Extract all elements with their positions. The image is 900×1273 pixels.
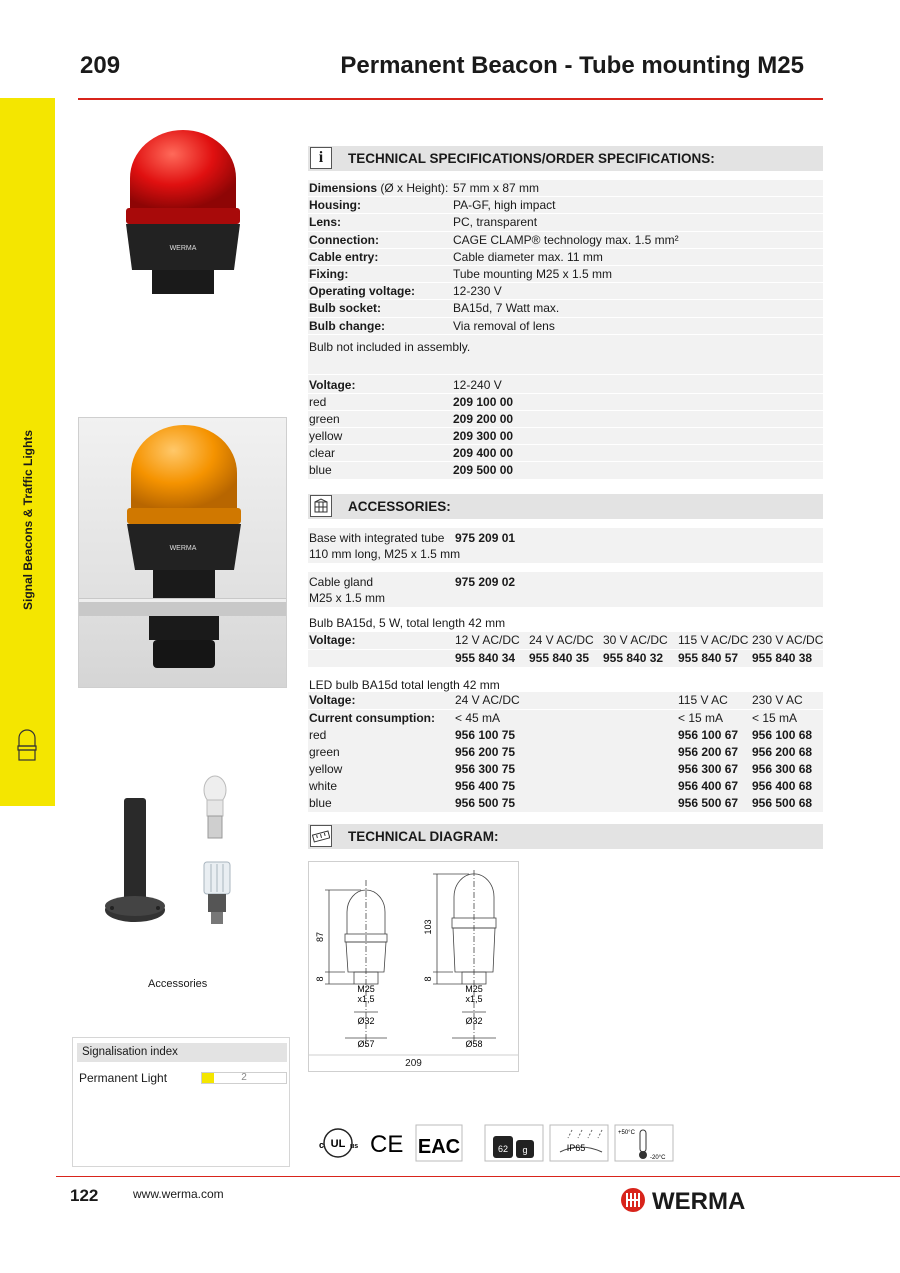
accessory-desc: M25 x 1.5 mm [309,591,386,605]
color-name: blue [309,463,332,478]
bulb-code: 955 840 38 [752,651,813,665]
bulb-voltage-label: Voltage: [309,633,356,647]
ul-mark-icon [319,1129,358,1157]
spec-row [308,197,823,214]
bulb-voltage: 24 V AC/DC [529,633,594,647]
led-title: LED bulb BA15d total length 42 mm [309,678,500,692]
led-voltage-row [308,692,823,709]
spec-value: BA15d, 7 Watt max. [453,301,560,316]
spec-value: Via removal of lens [453,318,555,333]
dim-d1-left: Ø32 [357,1016,375,1026]
spec-value: 12-230 V [453,284,502,299]
dim-d1-right: Ø32 [465,1016,483,1026]
signalisation-bar [201,1072,287,1084]
voltage-row [308,375,823,394]
color-name: clear [309,446,336,461]
order-code: 209 300 00 [453,429,514,444]
led-current-label: Current consumption: [309,711,435,725]
beacon-logo: WERMA [169,545,197,552]
spec-value: Cable diameter max. 11 mm [453,249,603,264]
led-color: blue [309,796,332,810]
ip-text: IP65 [566,1143,586,1153]
spec-label: Bulb socket: [309,301,382,316]
ip-rating-icon [550,1125,608,1161]
page-title: Permanent Beacon - Tube mounting M25 [340,52,804,79]
footer-divider [56,1176,900,1177]
order-code: 209 200 00 [453,411,514,426]
color-row [308,445,823,462]
ul-us: us [350,1143,359,1150]
ruler-icon [310,825,332,847]
color-row [308,428,823,445]
weight-unit: g [522,1145,528,1155]
dim-thread-right: M25 [465,984,483,994]
spec-label: Bulb change: [309,318,386,333]
spec-value: CAGE CLAMP® technology max. 1.5 mm² [453,232,679,247]
accessory-item [308,572,823,607]
header-divider [78,98,823,100]
led-code: 956 300 67 [678,762,739,776]
led-code: 956 200 68 [752,745,813,759]
ul-c: c [319,1140,325,1150]
spec-row [308,318,823,335]
page-number: 122 [70,1186,99,1205]
dim-height-right: 103 [423,919,433,935]
led-code: 956 200 67 [678,745,739,759]
led-code: 956 200 75 [455,745,516,759]
order-code: 209 400 00 [453,446,514,461]
spec-label: Housing: [309,198,361,213]
led-current-row [308,710,823,727]
led-code: 956 100 68 [752,728,813,742]
bulb-code: 955 840 35 [529,651,590,665]
led-color: white [309,779,338,793]
led-code: 956 400 68 [752,779,813,793]
bulb-voltage: 115 V AC/DC [678,633,749,647]
led-code: 956 400 67 [678,779,739,793]
spec-label: Dimensions [309,181,378,195]
tech-spec-title: TECHNICAL SPECIFICATIONS/ORDER SPECIFICATIONS: [348,151,715,166]
led-current: < 15 mA [678,711,724,725]
spec-row [308,266,823,283]
led-voltage-label: Voltage: [309,693,356,707]
signalisation-index [72,1037,290,1167]
spec-row [308,214,823,231]
color-name: green [309,411,340,426]
temp-low: -20°C [650,1155,666,1161]
led-code: 956 500 67 [678,796,739,810]
accessories-title: ACCESSORIES: [348,499,451,514]
diagram-header [308,824,823,849]
bulb-voltage-row [308,632,823,649]
dim-gap-right: 8 [423,976,433,982]
bulb-voltage: 230 V AC/DC [752,633,824,647]
werma-logo [620,1184,820,1223]
spec-row [308,283,823,300]
bulb-code: 955 840 34 [455,651,516,665]
order-code: 209 500 00 [453,463,514,478]
led-current: < 15 mA [752,711,798,725]
led-code: 956 500 68 [752,796,813,810]
led-color-row [308,744,823,761]
eac-text: EAC [417,1136,461,1158]
box-icon [310,495,332,517]
led-color: red [309,728,327,742]
color-row [308,394,823,411]
led-color: yellow [309,762,343,776]
spec-value: Tube mounting M25 x 1.5 mm [453,266,612,281]
spec-label: Lens: [309,215,342,230]
spec-label: Connection: [309,232,379,247]
beacon-icon [16,726,38,767]
spec-row [308,180,823,197]
accessory-code: 975 209 01 [455,531,516,545]
bulb-code: 955 840 32 [603,651,664,665]
bulb-code-row [308,650,823,667]
voltage-value: 12-240 V [453,377,502,392]
diagram-caption: 209 [405,1058,422,1069]
led-color-row [308,795,823,812]
side-tab-label: Signal Beacons & Traffic Lights [21,429,35,611]
website-link[interactable]: www.werma.com [133,1187,224,1201]
accessory-desc: Base with integrated tube [309,531,445,545]
weight-icon [485,1125,543,1161]
led-code: 956 300 68 [752,762,813,776]
beacon-logo: WERMA [169,245,197,252]
signalisation-label: Permanent Light [79,1071,168,1085]
led-voltage: 115 V AC [678,693,728,707]
dim-d2-right: Ø58 [465,1039,483,1049]
spec-value: PA-GF, high impact [453,198,556,213]
color-row [308,411,823,428]
led-voltage: 230 V AC [752,693,803,707]
accessory-desc: 110 mm long, M25 x 1.5 mm [309,547,461,561]
info-icon: i [310,147,332,169]
spec-label: Fixing: [309,266,349,281]
tech-spec-header [308,146,823,171]
color-row [308,462,823,479]
yellow-beacon-photo [78,417,287,688]
dim-d2-left: Ø57 [357,1039,375,1049]
accessories-header [308,494,823,519]
led-code: 956 400 75 [455,779,516,793]
color-name: yellow [309,429,343,444]
spec-label-suffix: (Ø x Height): [377,181,449,195]
signalisation-title: Signalisation index [77,1043,287,1062]
bulb-title: Bulb BA15d, 5 W, total length 42 mm [309,616,506,630]
weight-value: 62 [497,1144,509,1154]
certifications [310,1122,680,1169]
spec-row [308,300,823,317]
led-color-row [308,761,823,778]
spec-value: 57 mm x 87 mm [453,181,540,195]
voltage-label: Voltage: [309,377,356,392]
order-code: 209 100 00 [453,394,514,409]
led-code: 956 100 75 [455,728,516,742]
eac-mark-icon [416,1125,462,1161]
spec-row [308,249,823,266]
spec-label: Cable entry: [309,249,379,264]
dim-thread-pitch-left: x1,5 [357,994,375,1004]
temperature-icon [615,1125,673,1161]
spec-label: Operating voltage: [309,284,416,299]
led-color-row [308,727,823,744]
led-current: < 45 mA [455,711,501,725]
accessory-item [308,528,823,563]
product-number: 209 [80,52,121,79]
accessories-image [100,770,260,945]
dim-thread-left: M25 [357,984,375,994]
led-voltage: 24 V AC/DC [455,693,520,707]
ce-mark-icon: CE [370,1131,404,1158]
accessory-code: 975 209 02 [455,575,516,589]
ul-text: UL [330,1138,346,1150]
led-code: 956 500 75 [455,796,516,810]
dim-height-left: 87 [315,931,325,943]
werma-wordmark: WERMA [652,1188,746,1215]
red-beacon-image [118,128,248,303]
led-color: green [309,745,340,759]
dim-thread-pitch-right: x1,5 [465,994,483,1004]
spec-note: Bulb not included in assembly. [309,339,471,354]
spec-value: PC, transparent [453,215,538,230]
diagram-title: TECHNICAL DIAGRAM: [348,829,499,844]
accessories-caption: Accessories [148,978,208,990]
temp-high: +50°C [618,1130,635,1136]
technical-diagram [308,861,519,1072]
led-color-row [308,778,823,795]
accessory-desc: Cable gland [309,575,374,589]
dim-gap-left: 8 [315,976,325,982]
spec-row [308,232,823,249]
signalisation-value: 2 [241,1072,247,1083]
bulb-title-row [308,615,823,632]
bulb-code: 955 840 57 [678,651,739,665]
led-code: 956 300 75 [455,762,516,776]
bulb-voltage: 30 V AC/DC [603,633,668,647]
bulb-voltage: 12 V AC/DC [455,633,520,647]
led-code: 956 100 67 [678,728,739,742]
color-name: red [309,394,327,409]
spec-note-row [308,335,823,375]
spec-table [308,180,823,480]
